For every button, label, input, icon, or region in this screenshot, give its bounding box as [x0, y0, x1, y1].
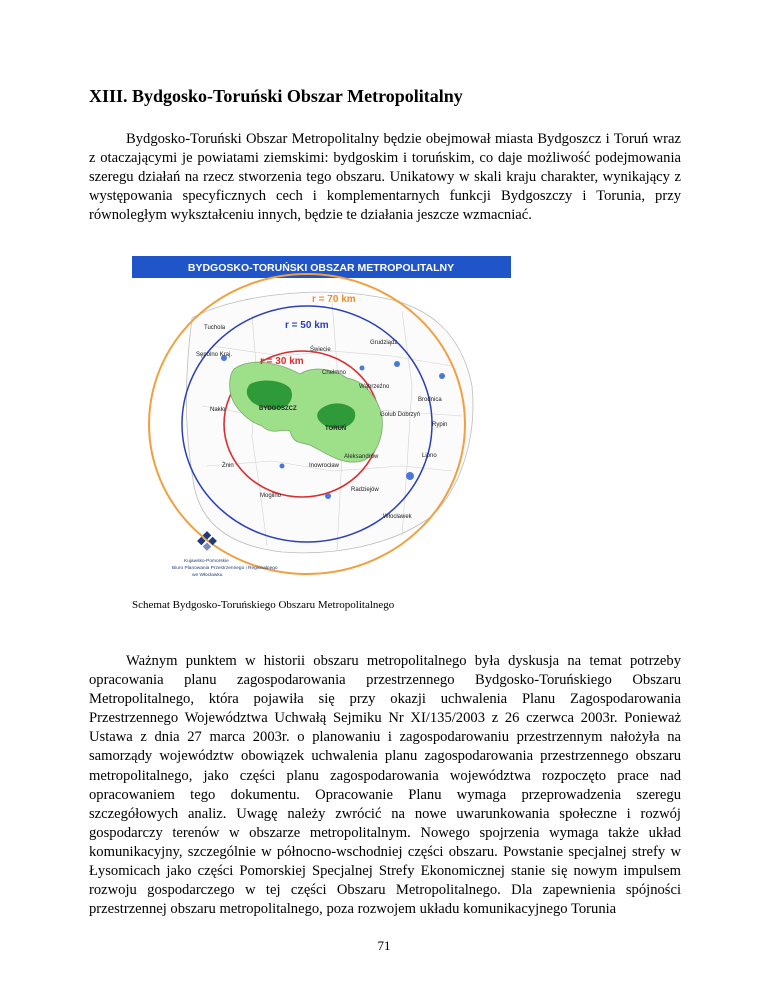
logo-line-2: Biuro Planowania Przestrzennego i Regionalnego	[172, 566, 278, 571]
place-torun: TORUŃ	[325, 426, 347, 432]
section-heading: XIII. Bydgosko-Toruński Obszar Metropolitalny	[89, 86, 463, 106]
place-sepolno: Sępolno Kraj.	[196, 352, 233, 358]
place-wabrzezno: Wąbrzeźno	[359, 384, 390, 390]
logo-line-1: Kujawsko-Pomorskie	[184, 559, 229, 564]
place-golub: Golub Dobrzyń	[380, 412, 421, 418]
place-chelmno: Chełmno	[322, 370, 347, 376]
place-wloclawek: Włocławek	[383, 514, 412, 520]
place-tuchola: Tuchola	[204, 325, 226, 331]
logo-line-3: we Włocławku	[192, 573, 223, 578]
map-svg	[132, 256, 511, 588]
label-r30: r = 30 km	[260, 356, 304, 367]
place-mogilno: Mogilno	[260, 493, 282, 499]
page-number: 71	[377, 938, 391, 953]
place-lipno: Lipno	[422, 453, 437, 459]
figure-caption: Schemat Bydgosko-Toruńskiego Obszaru Metropolitalnego	[132, 599, 395, 611]
map-title: BYDGOSKO-TORUŃSKI OBSZAR METROPOLITALNY	[187, 262, 455, 274]
place-brodnica: Brodnica	[418, 397, 442, 403]
place-swiecie: Świecie	[310, 347, 331, 353]
place-naklo: Nakło	[210, 407, 226, 413]
label-r70: r = 70 km	[312, 294, 356, 305]
place-inowroclaw: Inowrocław	[309, 463, 340, 469]
label-r50: r = 50 km	[285, 320, 329, 331]
intro-paragraph: Bydgosko-Toruński Obszar Metropolitalny będzie obejmował miasta Bydgoszcz i Toruń wraz z otaczającymi je powiatami ziemskimi: bydgoskim i toruńskim, co daje możliwość podejmowania szeregu działań na rzecz stworzenia tego obszaru. Unikatowy w skali kraju charakter, wynikający z występowania specyficznych cech i komplementarnych funkcji Bydgoszczy i Torunia, przy równoległym wykształceniu innych, będzie te działania jeszcze wzmacniać.	[89, 131, 681, 224]
place-znin: Żnin	[222, 463, 234, 469]
place-bydgoszcz: BYDGOSZCZ	[259, 406, 297, 412]
metropolitan-area-map	[132, 256, 511, 588]
place-aleksandrow: Aleksandrów	[344, 454, 379, 460]
place-rypin: Rypin	[432, 422, 448, 428]
place-radziejow: Radziejów	[351, 487, 379, 493]
main-paragraph: Ważnym punktem w historii obszaru metropolitalnego była dyskusja na temat potrzeby opracowania planu zagospodarowania przestrzennego Bydgosko-Toruńskiego Obszaru Metropolitalnego, która pojawiła się przy okazji uchwalenia Planu Zagospodarowania Przestrzennego Województwa Uchwałą Sejmiku Nr XI/135/2003 z 26 czerwca 2003r. Ponieważ Ustawa z dnia 27 marca 2003r. o planowaniu i zagospodarowaniu przestrzennym nałożyła na samorządy województw obowiązek uchwalenia planu zagospodarowania przestrzennego obszaru metropolitalnego, jako części planu zagospodarowania województwa rozpoczęto prace nad opracowaniem tego dokumentu. Opracowanie Planu wymaga przeprowadzenia szeregu szczegółowych analiz. Uwagę należy zwrócić na nowe uwarunkowania społeczne i rozwój gospodarczy terenów w obszarze metropolitalnym. Nowego spojrzenia wymaga także układ komunikacyjny, szczególnie w północno-wschodniej części obszaru. Powstanie specjalnej strefy w Łysomicach jako części Pomorskiej Specjalnej Strefy Ekonomicznej stanie się nowym impulsem rozwoju gospodarczego w tej części Obszaru Metropolitalnego. Dla zapewnienia spójności przestrzennej obszaru metropolitalnego, poza rozwojem układu komunikacyjnego Torunia	[89, 653, 681, 918]
place-grudziadz: Grudziądz	[370, 340, 398, 346]
